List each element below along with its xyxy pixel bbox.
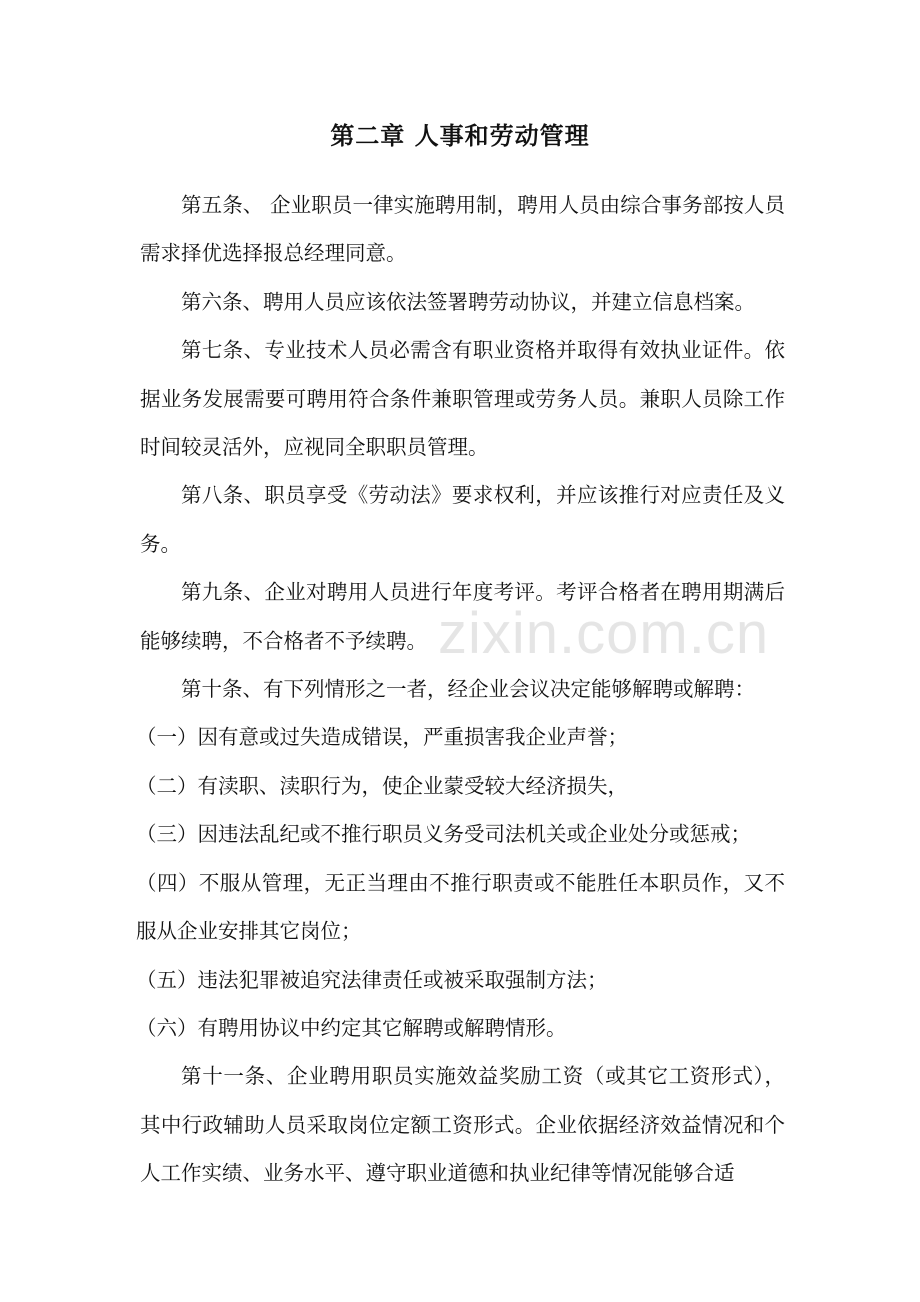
paragraph-article-6: 第六条、聘用人员应该依法签署聘劳动协议，并建立信息档案。 (181, 289, 755, 314)
paragraph-article-10: 第十条、有下列情形之一者，经企业会议决定能够解聘或解聘： (181, 677, 755, 702)
list-item-5: （五）违法犯罪被追究法律责任或被采取强制方法； (136, 967, 608, 992)
list-item-4: （四）不服从管理，无正当理由不推行职责或不能胜任本职员作，又不服从企业安排其它岗位； (136, 870, 785, 944)
paragraph-article-9: 第九条、企业对聘用人员进行年度考评。考评合格者在聘用期满后能够续聘，不合格者不予续聘。 (140, 580, 785, 653)
watermark: zixin.com.cn (438, 601, 770, 666)
list-item-6: （六）有聘用协议中约定其它解聘或解聘情形。 (136, 1015, 567, 1040)
paragraph-article-11: 第十一条、企业聘用职员实施效益奖励工资（或其它工资形式），其中行政辅助人员采取岗位定额工资形式。企业依据经济效益情况和个人工作实绩、业务水平、遵守职业道德和执业纪律等情况能够合适 (140, 1064, 785, 1186)
list-item-1: （一）因有意或过失造成错误，严重损害我企业声誉； (136, 725, 628, 750)
list-item-3: （三）因违法乱纪或不推行职员义务受司法机关或企业处分或惩戒； (136, 822, 751, 847)
paragraph-article-7: 第七条、专业技术人员必需含有职业资格并取得有效执业证件。依据业务发展需要可聘用符合条件兼职管理或劳务人员。兼职人员除工作时间较灵活外，应视同全职职员管理。 (140, 338, 785, 460)
paragraph-article-8: 第八条、职员享受《劳动法》要求权利，并应该推行对应责任及义务。 (140, 483, 785, 556)
paragraph-article-5: 第五条、 企业职员一律实施聘用制，聘用人员由综合事务部按人员需求择优选择报总经理同意。 (140, 193, 785, 266)
chapter-title: 第二章 人事和劳动管理 (330, 121, 590, 150)
list-item-2: （二）有渎职、渎职行为，使企业蒙受较大经济损失， (136, 773, 628, 798)
document-body (136, 181, 785, 1198)
